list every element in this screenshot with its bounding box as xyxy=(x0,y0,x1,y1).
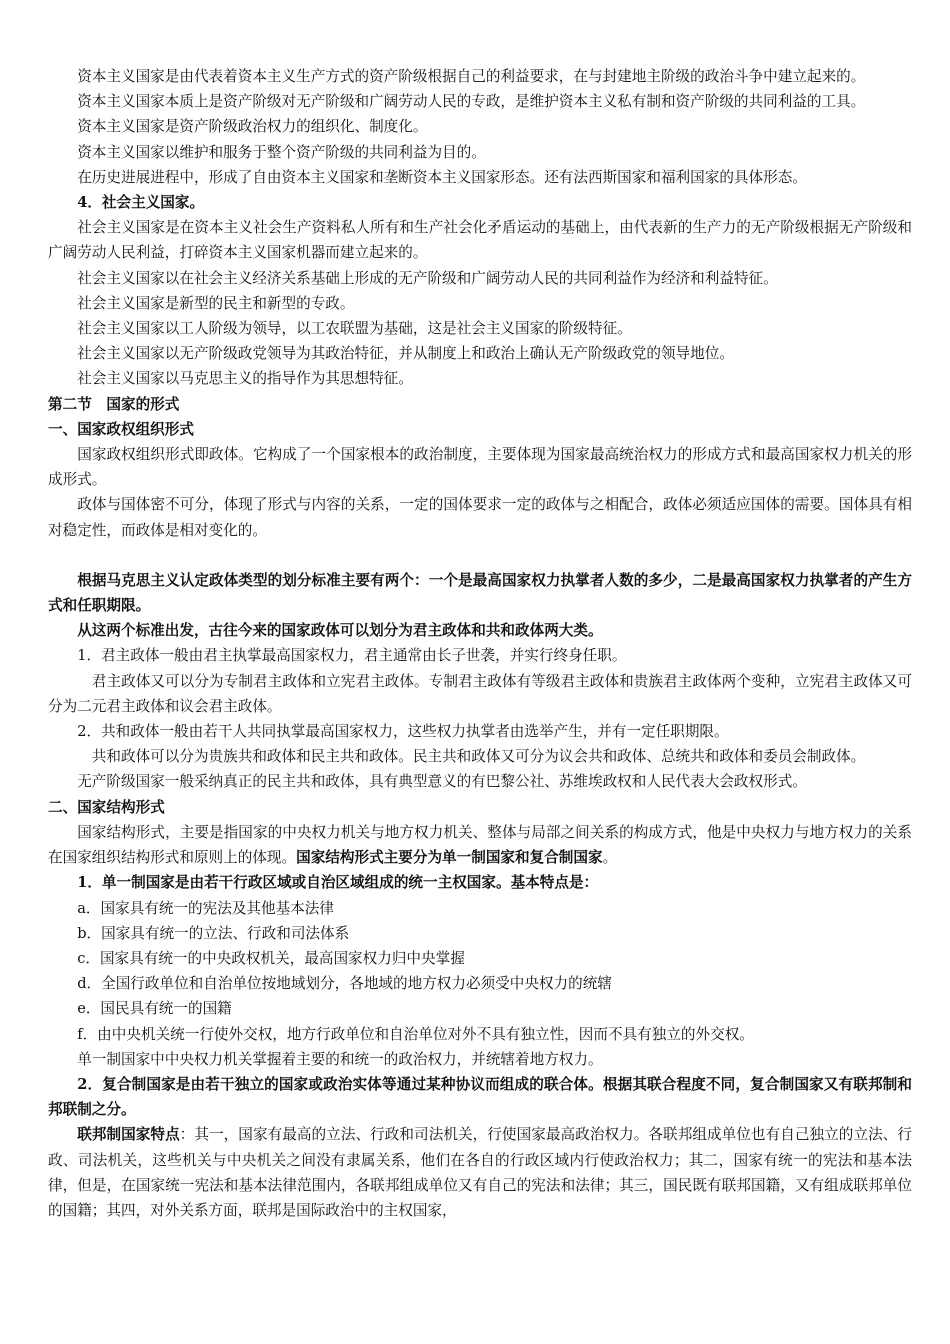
text-run: ：其一，国家有最高的立法、行政和司法机关，行使国家最高政治权力。各联邦组成单位也有自己独立的立法、行政、司法机关，这些机关与中央机关之间没有隶属关系，他们在各自的行政区域内行使政治权力；其二，国家有统一的宪法和基本法律，但是，在国家统一宪法和基本法律范围内，各联邦组成单位又有自己的宪法和法律；其三，国民既有联邦国籍，又有组成联邦单位的国籍；其四，对外关系方面，联邦是国际政治中的主权国家， xyxy=(48,1126,912,1219)
paragraph: 资本主义国家本质上是资产阶级对无产阶级和广阔劳动人民的专政，是维护资本主义私有制和资产阶级的共同利益的工具。 xyxy=(77,93,866,111)
subheading-socialist-state: 4．社会主义国家。 xyxy=(77,194,205,212)
paragraph: 社会主义国家以工人阶级为领导，以工农联盟为基础，这是社会主义国家的阶级特征。 xyxy=(77,320,632,338)
paragraph: 君主政体又可以分为专制君主政体和立宪君主政体。专制君主政体有等级君主政体和贵族君主政体两个变种，立宪君主政体又可分为二元君主政体和议会君主政体。 xyxy=(48,672,912,715)
list-item: c．国家具有统一的中央政权机关，最高国家权力归中央掌握 xyxy=(77,949,465,967)
paragraph: 资本主义国家是由代表着资本主义生产方式的资产阶级根据自己的利益要求，在与封建地主阶级的政治斗争中建立起来的。 xyxy=(77,68,866,85)
paragraph: 国家政权组织形式即政体。它构成了一个国家根本的政治制度，主要体现为国家最高统治权力的形成方式和最高国家权力机关的形成形式。 xyxy=(48,446,912,489)
paragraph: 共和政体可以分为贵族共和政体和民主共和政体。民主共和政体又可分为议会共和政体、总统共和政体和委员会制政体。 xyxy=(91,748,866,766)
paragraph: 社会主义国家是新型的民主和新型的专政。 xyxy=(77,294,355,312)
list-item: f．由中央机关统一行使外交权，地方行政单位和自治单位对外不具有独立性，因而不具有独立的外交权。 xyxy=(77,1025,754,1043)
paragraph-bold: 根据马克思主义认定政体类型的划分标准主要有两个：一个是最高国家权力执掌者人数的多少，二是最高国家权力执掌者的产生方式和任职期限。 xyxy=(48,571,912,615)
list-item: d．全国行政单位和自治单位按地域划分，各地域的地方权力必须受中央权力的统辖 xyxy=(77,975,612,993)
paragraph-bold: 1．单一制国家是由若干行政区域或自治区域组成的统一主权国家。基本特点是： xyxy=(77,874,599,892)
heading-regime-organization: 一、国家政权组织形式 xyxy=(48,420,194,438)
text-run: 国家结构形式，主要是指国家的中央权力机关与地方权力机关、整体与局部之间关系的构成方式，他是中央权力与地方权力的关系在国家组织结构形式和原则上的体现。 xyxy=(48,823,912,867)
paragraph xyxy=(48,1122,912,1223)
text-run-bold: 联邦制国家特点 xyxy=(77,1126,180,1144)
paragraph: 无产阶级国家一般采纳真正的民主共和政体，具有典型意义的有巴黎公社、苏维埃政权和人民代表大会政权形式。 xyxy=(77,773,807,791)
paragraph: 社会主义国家以马克思主义的指导作为其思想特征。 xyxy=(77,370,413,388)
list-item: b．国家具有统一的立法、行政和司法体系 xyxy=(77,924,350,942)
paragraph: 2．共和政体一般由若干人共同执掌最高国家权力，这些权力执掌者由选举产生，并有一定任职期限。 xyxy=(77,723,729,741)
paragraph: 社会主义国家是在资本主义社会生产资料私人所有和生产社会化矛盾运动的基础上，由代表新的生产力的无产阶级根据无产阶级和广阔劳动人民利益，打碎资本主义国家机器而建立起来的。 xyxy=(48,219,912,262)
paragraph: 单一制国家中中央权力机关掌握着主要的和统一的政治权力，并统辖着地方权力。 xyxy=(77,1050,603,1068)
text-run-bold: 国家结构形式主要分为单一制国家和复合制国家 xyxy=(296,849,603,867)
paragraph: 社会主义国家以无产阶级政党领导为其政治特征，并从制度上和政治上确认无产阶级政党的领导地位。 xyxy=(77,345,734,363)
paragraph-bold: 从这两个标准出发，古往今来的国家政体可以划分为君主政体和共和政体两大类。 xyxy=(77,622,603,640)
paragraph: 资本主义国家以维护和服务于整个资产阶级的共同利益为目的。 xyxy=(77,143,486,161)
blank-line xyxy=(48,543,912,568)
paragraph: 1．君主政体一般由君主执掌最高国家权力，君主通常由长子世袭，并实行终身任职。 xyxy=(77,647,627,665)
list-item: e．国民具有统一的国籍 xyxy=(77,1000,232,1018)
section-heading: 第二节 国家的形式 xyxy=(48,395,180,413)
paragraph: 社会主义国家以在社会主义经济关系基础上形成的无产阶级和广阔劳动人民的共同利益作为经济和利益特征。 xyxy=(77,269,778,287)
paragraph: 政体与国体密不可分，体现了形式与内容的关系，一定的国体要求一定的政体与之相配合，政体必须适应国体的需要。国体具有相对稳定性，而政体是相对变化的。 xyxy=(48,496,912,539)
heading-state-structure: 二、国家结构形式 xyxy=(48,798,165,816)
list-item: a．国家具有统一的宪法及其他基本法律 xyxy=(77,899,334,917)
paragraph: 在历史进展进程中，形成了自由资本主义国家和垄断资本主义国家形态。还有法西斯国家和福利国家的具体形态。 xyxy=(77,168,807,186)
paragraph-bold: 2．复合制国家是由若干独立的国家或政治实体等通过某种协议而组成的联合体。根据其联合程度不同，复合制国家又有联邦制和邦联制之分。 xyxy=(48,1075,912,1119)
paragraph xyxy=(48,820,912,870)
text-run: 。 xyxy=(602,849,618,867)
paragraph: 资本主义国家是资产阶级政治权力的组织化、制度化。 xyxy=(77,118,428,136)
